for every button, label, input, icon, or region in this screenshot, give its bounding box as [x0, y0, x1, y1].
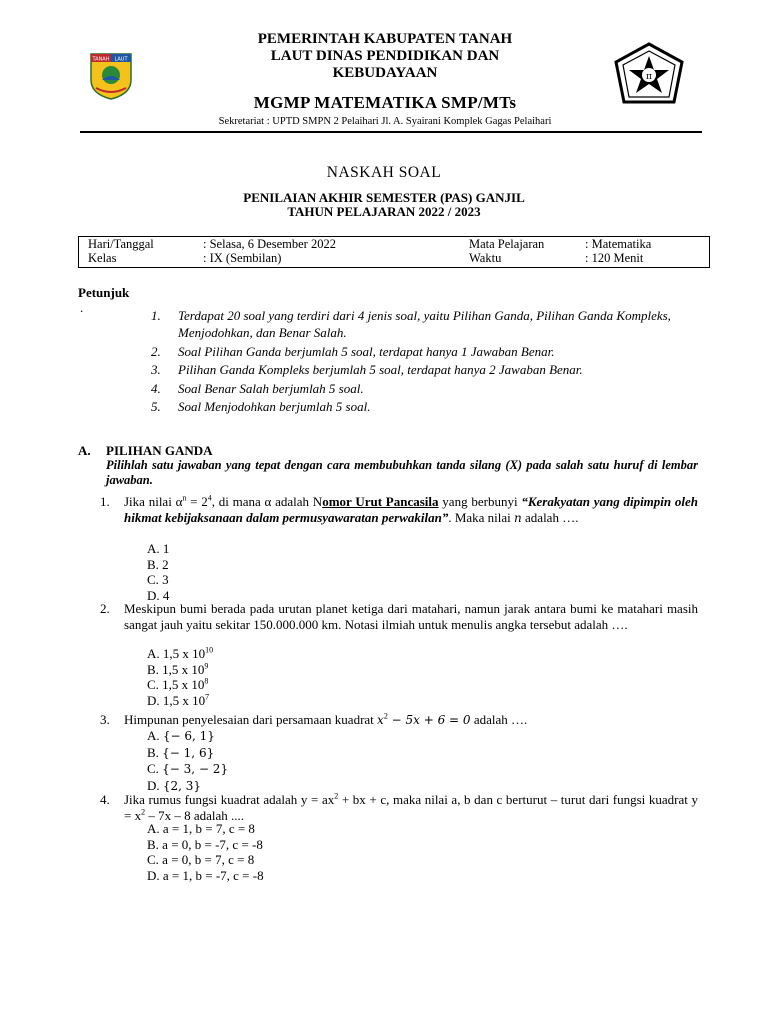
petunjuk-list: [148, 307, 698, 417]
doc-subtitle-2: TAHUN PELAJARAN 2022 / 2023: [287, 204, 481, 219]
header-title: PEMERINTAH KABUPATEN TANAH LAUT DINAS PENDIDIKAN DAN KEBUDAYAAN: [257, 31, 513, 81]
question-1: 1. Jika nilai $\alpha^n = 2^4$, di mana α adalah Nomor Urut Pancasila yang berbunyi “Kerakyatan yang dipimpin oleh hikmat kebijaksanaan dalam permusyawaratan perwakilan”. Maka nilai n adalah ….: [100, 493, 699, 525]
list-item: 3. Pilihan Ganda Kompleks berjumlah 5 soal, terdapat hanya 2 Jawaban Benar.: [151, 362, 583, 377]
mapel-label: Mata Pelajaran: [469, 237, 545, 251]
question-3: 3. Himpunan penyelesaian dari persamaan kuadrat $x^2 - 5x + 6 = 0$ adalah ….: [100, 711, 528, 727]
exam-page: TANAH LAUT PEMERINTAH KABUPATEN TANAH LAUT DINAS PENDIDIKAN DAN KEBUDAYAAN MGMP MATEMATIKA SMP/MTs Sekretariat : UPTD SMPN 2 Pelaihari Jl. A. Syairani Komplek Gagas Pelaihari π NASKAH SOAL PENILAIAN AKHIR SEMESTER (PAS) GANJIL TAHUN PELAJARAN 2022 / 2023 Hari/Tanggal : Selasa, 6 Desember 2022 Mata Pelajaran : Matematika Kelas : IX (Sembilan) Waktu : 120 Menit Petunjuk . 1. Terdapat 20 soal yang terdiri dari 4 jenis soal, yaitu Pilihan Ganda, Pilihan Ganda Kompleks, Menjodohkan, dan Benar Salah. 2. Soal Pilihan Ganda berjumlah 5 soal, terdapat hanya 1 Jawaban Benar. 3. Pilihan Ganda Kompleks berjumlah 5 soal, terdapat hanya 2 Jawaban Benar. 4. Soal Benar Salah berjumlah 5 soal. 5. Soal Menjodohkan berjumlah 5 soal. A. PILIHAN GANDA Pilihlah satu jawaban yang tepat dengan cara membubuhkan tanda silang (X) pada salah satu huruf di lembar jawaban. 1. Jika nilai $\alpha^n = 2^4$, di mana α adalah Nomor Urut Pancasila yang berbunyi “Kerakyatan yang dipimpin oleh hikmat kebijaksanaan dalam permusyawaratan perwakilan”. Maka nilai n adalah …. A. 1 B. 2 C. 3 D. 4 2. Meskipun bumi berada pada urutan planet ketiga dari matahari, namun jarak antara bumi ke matahari masih sangat jauh yaitu sekitar 150.000.000 km. Notasi ilmiah untuk menulis angka tersebut adalah …. A. 1,5 x $10^{10}$ B. 1,5 x $10^9$ C. 1,5 x $10^8$ D. 1,5 x $10^7$ 3. Himpunan penyelesaian dari persamaan kuadrat $x^2 - 5x + 6 = 0$ adalah …. A. {− 6, 1} B. {− 1, 6} C. {− 3, − 2} D. {2, 3} 4. Jika rumus fungsi kuadrat adalah $y = ax^2$ + bx + c, maka nilai a, b dan c berturut – turut dari fungsi kuadrat $y = x^2 - 7x - 8$ adalah .... A. a = 1, b = 7, c = 8 B. a = 0, b = -7, c = -8 C. a = 0, b = 7, c = 8 D. a = 1, b = -7, c = -8: [0, 0, 768, 1024]
waktu-value: : 120 Menit: [585, 251, 644, 265]
svg-text:TANAH: TANAH: [92, 56, 110, 63]
option-b: B. a = 0, b = -7, c = -8: [147, 836, 263, 852]
mgmp-title: MGMP MATEMATIKA SMP/MTs: [253, 93, 517, 112]
petunjuk-dot: .: [80, 300, 84, 315]
svg-text:π: π: [646, 72, 652, 82]
tanah-laut-logo: [88, 50, 134, 100]
svg-text:LAUT: LAUT: [114, 56, 128, 63]
option-c: C. {− 3, − 2}: [147, 761, 229, 776]
mapel-value: : Matematika: [585, 237, 652, 251]
option-d: D. {2, 3}: [147, 777, 202, 793]
waktu-label: Waktu: [469, 251, 502, 265]
list-item: 1. Terdapat 20 soal yang terdiri dari 4 jenis soal, yaitu Pilihan Ganda, Pilihan Ganda Kompleks, Menjodohkan, dan Benar Salah.: [151, 308, 671, 340]
question-3-options: [147, 728, 228, 794]
question-2-options: [147, 646, 213, 708]
option-b: B. 2: [147, 556, 169, 572]
hari-value: : Selasa, 6 Desember 2022: [203, 237, 336, 251]
question-4-options: [147, 821, 264, 883]
petunjuk-heading: Petunjuk: [78, 285, 130, 300]
option-b: B. {− 1, 6}: [147, 744, 215, 760]
option-b: B. 1,5 x $10^9$: [147, 661, 209, 677]
list-item: 2. Soal Pilihan Ganda berjumlah 5 soal, terdapat hanya 1 Jawaban Benar.: [151, 343, 555, 359]
kelas-value: : IX (Sembilan): [203, 251, 282, 265]
question-4: 4. Jika rumus fungsi kuadrat adalah $y = ax^2$ + bx + c, maka nilai a, b dan c berturut – turut dari fungsi kuadrat $y = x^2 - 7x - 8$ adalah ....: [100, 791, 698, 823]
doc-title: NASKAH SOAL: [326, 164, 442, 181]
exam-info-table: [78, 236, 710, 268]
section-a-instruction: Pilihlah satu jawaban yang tepat dengan cara membubuhkan tanda silang (X) pada salah satu huruf di lembar jawaban.: [106, 458, 698, 487]
header-divider: [80, 131, 702, 133]
list-item: 5. Soal Menjodohkan berjumlah 5 soal.: [151, 399, 371, 414]
option-a: A. 1: [147, 541, 170, 556]
option-a: A. a = 1, b = 7, c = 8: [147, 821, 255, 836]
option-d: D. 1,5 x $10^7$: [147, 692, 210, 708]
option-a: A. 1,5 x $10^{10}$: [147, 645, 214, 661]
option-c: C. 1,5 x $10^8$: [147, 676, 209, 692]
kelas-label: Kelas: [88, 251, 117, 265]
secretariat-address: Sekretariat : UPTD SMPN 2 Pelaihari Jl. A. Syairani Komplek Gagas Pelaihari: [218, 116, 552, 127]
list-item: 4. Soal Benar Salah berjumlah 5 soal.: [151, 380, 364, 396]
option-d: D. a = 1, b = -7, c = -8: [147, 867, 264, 883]
option-a: A. {− 6, 1}: [147, 728, 215, 743]
question-1-options: [147, 541, 169, 603]
option-c: C. a = 0, b = 7, c = 8: [147, 852, 255, 867]
hari-label: Hari/Tanggal: [88, 237, 154, 251]
option-d: D. 4: [147, 587, 170, 603]
doc-subtitle-1: PENILAIAN AKHIR SEMESTER (PAS) GANJIL: [243, 190, 525, 205]
mgmp-logo: [612, 42, 686, 108]
option-c: C. 3: [147, 572, 169, 587]
question-2: 2. Meskipun bumi berada pada urutan planet ketiga dari matahari, namun jarak antara bumi ke matahari masih sangat jauh yaitu sekitar 150.000.000 km. Notasi ilmiah untuk menulis angka tersebut adalah ….: [100, 601, 698, 632]
